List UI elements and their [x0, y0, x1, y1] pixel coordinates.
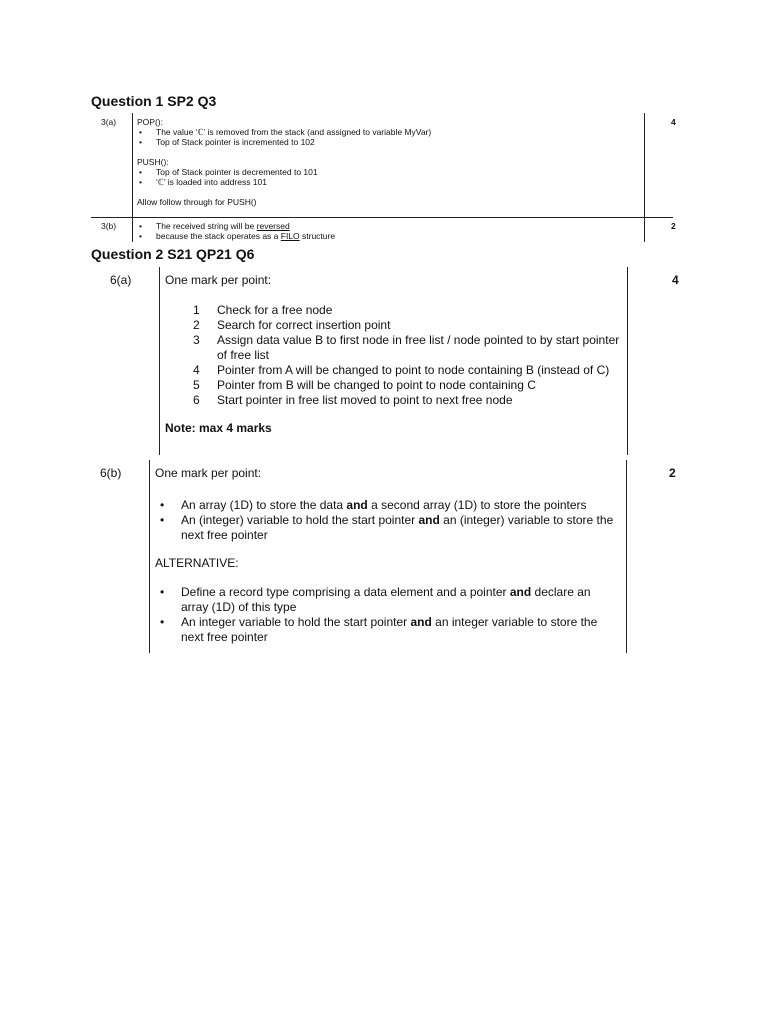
- q2-part-a-label: 6(a): [110, 273, 132, 287]
- column-divider: [159, 267, 160, 455]
- push-title: PUSH():: [137, 157, 169, 167]
- list-item: • An array (1D) to store the data and a second array (1D) to store the pointers: [155, 498, 621, 513]
- q1-part-a-marks: 4: [671, 117, 676, 127]
- q2-part-b-answer: [155, 466, 621, 645]
- q2-part-a-answer: [165, 273, 620, 436]
- q1-part-a-answer: [137, 117, 637, 207]
- q1-part-a-label: 3(a): [101, 117, 117, 127]
- b-alt-points-list: [155, 585, 621, 645]
- b-intro: One mark per point:: [155, 466, 262, 480]
- list-item: 5 Pointer from B will be changed to point to node containing C: [193, 378, 536, 392]
- push-list: [137, 167, 637, 187]
- column-divider: [627, 267, 628, 455]
- a-note: Note: max 4 marks: [165, 421, 272, 435]
- list-item: • The value ‘ℂ’ is removed from the stack (and assigned to variable MyVar): [137, 127, 637, 137]
- q1-part-b-label: 3(b): [101, 221, 117, 231]
- list-item: 6 Start pointer in free list moved to point to next free node: [193, 393, 513, 407]
- pop-list: [137, 127, 637, 147]
- a-points-list: [165, 303, 620, 408]
- question-2-heading: Question 2 S21 QP21 Q6: [91, 246, 255, 262]
- list-item: • An integer variable to hold the start pointer and an integer variable to store the next free pointer: [155, 615, 621, 645]
- q2-part-b-label: 6(b): [100, 466, 122, 480]
- column-divider: [132, 113, 133, 242]
- q1-part-b-marks: 2: [671, 221, 676, 231]
- column-divider: [644, 113, 645, 242]
- q1-part-b-answer: [137, 221, 637, 241]
- list-item: 2 Search for correct insertion point: [193, 318, 391, 332]
- pop-title: POP():: [137, 117, 163, 127]
- list-item: • Top of Stack pointer is incremented to 102: [137, 137, 637, 147]
- row-divider: [91, 217, 673, 218]
- list-item: 3 Assign data value B to first node in free list / node pointed to by start pointer of free list: [193, 333, 620, 362]
- a-intro: One mark per point:: [165, 273, 272, 287]
- list-item: 1 Check for a free node: [193, 303, 333, 317]
- list-item: • ‘ℂ’ is loaded into address 101: [137, 177, 637, 187]
- list-item: • The received string will be reversed: [137, 221, 637, 231]
- list-item: • because the stack operates as a FILO structure: [137, 231, 637, 241]
- list-item: • Define a record type comprising a data element and a pointer and declare an array (1D) of this type: [155, 585, 621, 615]
- q2-part-a-marks: 4: [672, 273, 679, 287]
- question-1-heading: Question 1 SP2 Q3: [91, 93, 217, 109]
- column-divider: [626, 460, 627, 653]
- allow-note: Allow follow through for PUSH(): [137, 197, 257, 207]
- alternative-label: ALTERNATIVE:: [155, 556, 239, 570]
- list-item: • An (integer) variable to hold the start pointer and an (integer) variable to store the next free pointer: [155, 513, 621, 543]
- b-points-list: [155, 498, 621, 543]
- list-item: 4 Pointer from A will be changed to point to node containing B (instead of C): [193, 363, 610, 377]
- list-item: • Top of Stack pointer is decremented to 101: [137, 167, 637, 177]
- column-divider: [149, 460, 150, 653]
- q2-part-b-marks: 2: [669, 466, 676, 480]
